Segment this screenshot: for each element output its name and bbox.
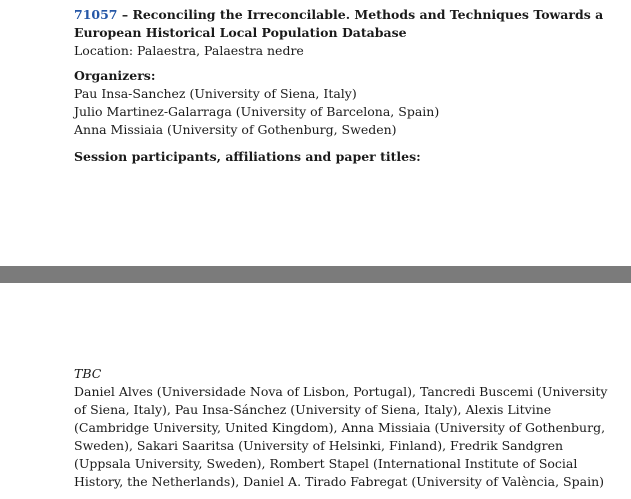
participants-line: Sweden), Sakari Saaritsa (University of Helsinki, Finland), Fredrik Sandgren xyxy=(74,438,564,453)
session-title-text: – Reconciling the Irreconcilable. Methods and Techniques Towards a xyxy=(117,7,604,22)
organizer-item: Anna Missiaia (University of Gothenburg, Sweden) xyxy=(74,122,397,137)
participants-line: History, the Netherlands), Daniel A. Tirado Fabregat (University of València, Spain) xyxy=(74,474,604,489)
paper-title-tbc: TBC xyxy=(74,366,102,381)
session-header xyxy=(74,6,604,60)
session-id-link[interactable]: 71057 xyxy=(74,7,118,22)
session-title-line-2: European Historical Local Population Database xyxy=(74,25,407,40)
participants-heading: Session participants, affiliations and paper titles: xyxy=(74,149,421,164)
participants-line: (Cambridge University, United Kingdom), Anna Missiaia (University of Gothenburg, xyxy=(74,420,606,435)
session-location: Location: Palaestra, Palaestra nedre xyxy=(74,43,304,58)
document-page-bottom xyxy=(0,283,631,499)
session-title-line-1 xyxy=(74,6,604,24)
page-break-separator xyxy=(0,266,631,283)
participants-line: Daniel Alves (Universidade Nova of Lisbon, Portugal), Tancredi Buscemi (University xyxy=(74,384,608,399)
organizers-section xyxy=(74,67,594,139)
organizer-item: Julio Martinez-Galarraga (University of Barcelona, Spain) xyxy=(74,104,440,119)
participants-line: (Uppsala University, Sweden), Rombert Stapel (International Institute of Social xyxy=(74,456,578,471)
participants-section xyxy=(74,365,608,491)
organizer-item: Pau Insa-Sanchez (University of Siena, Italy) xyxy=(74,86,357,101)
organizers-heading: Organizers: xyxy=(74,68,156,83)
participants-line: of Siena, Italy), Pau Insa-Sánchez (University of Siena, Italy), Alexis Litvine xyxy=(74,402,552,417)
